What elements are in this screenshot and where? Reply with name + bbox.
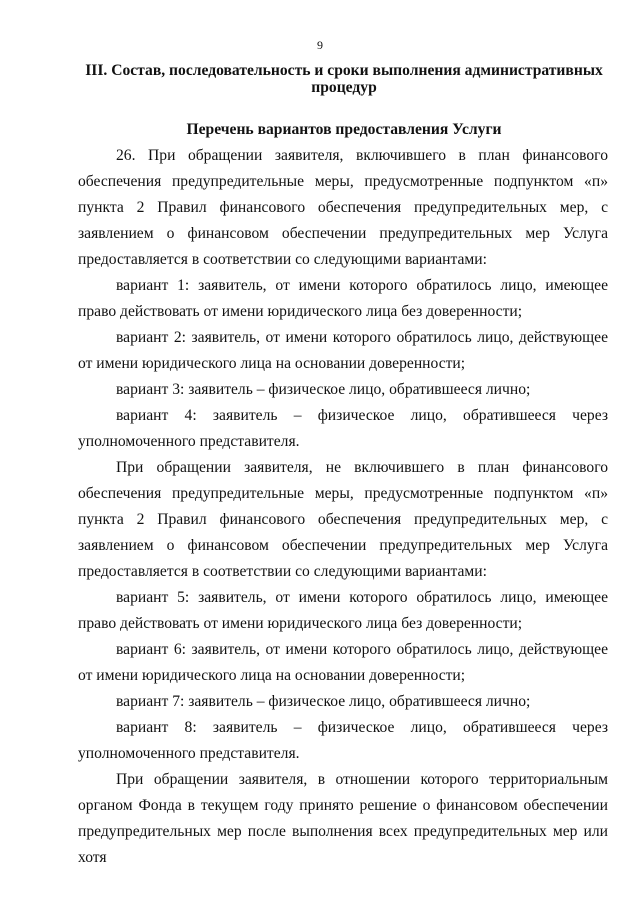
paragraph-variant-4: вариант 4: заявитель – физическое лицо, обратившееся через уполномоченного представителя. (78, 407, 608, 450)
paragraph-variant-7: вариант 7: заявитель – физическое лицо, обратившееся лично; (116, 693, 531, 710)
paragraph-variant-8: вариант 8: заявитель – физическое лицо, обратившееся через уполномоченного представителя. (78, 719, 608, 762)
document-body (78, 143, 608, 871)
paragraph-not-included: При обращении заявителя, не включившего в план финансового обеспечения предупредительные меры, предусмотренные подпунктом «п» пункта 2 Правил финансового обеспечения предупредительных мер, с заявлением о финансовом обеспечении предупредительных мер Услуга предоставляется в соответствии со следующими вариантами: (78, 459, 608, 580)
paragraph-variant-5: вариант 5: заявитель, от имени которого обратилось лицо, имеющее право действовать от имени юридического лица без доверенности; (78, 589, 608, 632)
paragraph-variant-3: вариант 3: заявитель – физическое лицо, обратившееся лично; (116, 381, 531, 398)
subsection-title: Перечень вариантов предоставления Услуги (186, 121, 502, 138)
paragraph-variant-1: вариант 1: заявитель, от имени которого обратилось лицо, имеющее право действовать от имени юридического лица без доверенности; (78, 277, 608, 320)
paragraph-26: 26. При обращении заявителя, включившего в план финансового обеспечения предупредительные меры, предусмотренные подпунктом «п» пункта 2 Правил финансового обеспечения предупредительных мер, с заявлением о финансовом обеспечении предупредительных мер Услуга предоставляется в соответствии со следующими вариантами: (78, 147, 608, 268)
section-title: III. Состав, последовательность и сроки выполнения административных процедур (85, 62, 603, 96)
page-number: 9 (317, 38, 323, 52)
paragraph-territorial-decision: При обращении заявителя, в отношении которого территориальным органом Фонда в текущем году принято решение о финансовом обеспечении предупредительных мер после выполнения всех предупредительных мер или хотя (78, 771, 608, 866)
paragraph-variant-6: вариант 6: заявитель, от имени которого обратилось лицо, действующее от имени юридического лица на основании доверенности; (78, 641, 608, 684)
paragraph-variant-2: вариант 2: заявитель, от имени которого обратилось лицо, действующее от имени юридического лица на основании доверенности; (78, 329, 608, 372)
